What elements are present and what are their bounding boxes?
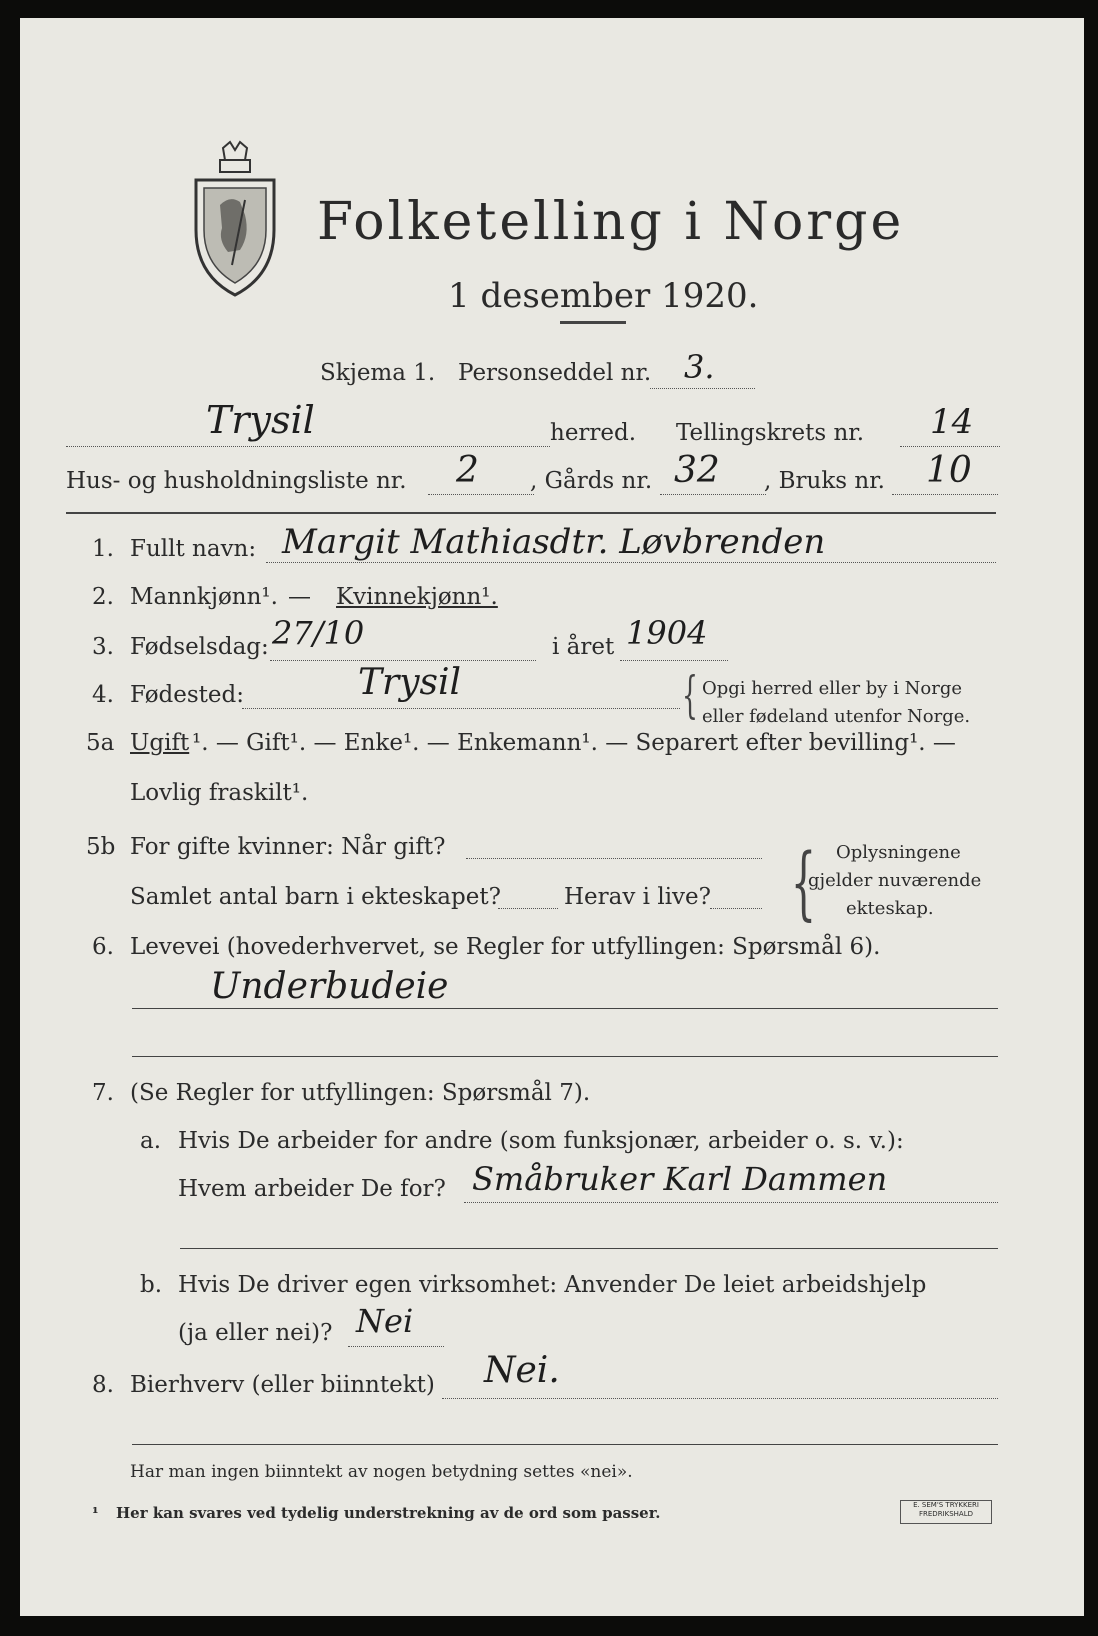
q1-label: Fullt navn: [130,536,257,562]
q2-separator: — [288,584,311,610]
q1-line [266,562,996,563]
q5b-line1: For gifte kvinner: Når gift? [130,834,446,860]
q4-birthplace-value: Trysil [358,662,462,703]
q7a-letter: a. [140,1128,162,1154]
q8-label: Bierhverv (eller biinntekt) [130,1372,435,1398]
q5a-number: 5a [86,730,115,756]
form-title: Folketelling i Norge [317,192,905,252]
q6-line2 [132,1056,998,1057]
q4-note-line2: eller fødeland utenfor Norge. [702,706,971,727]
gards-label: , Gårds nr. [530,468,653,494]
personseddel-label: Personseddel nr. [458,360,652,386]
q5b-children-line [498,908,558,909]
q1-number: 1. [92,536,114,562]
gards-value: 32 [674,450,720,491]
norway-coat-of-arms-icon [190,140,280,300]
bruks-line [892,494,998,495]
q6-line1 [132,1008,998,1009]
herred-line [66,446,550,447]
q3-line [270,660,536,661]
q7b-line1: Hvis De driver egen virksomhet: Anvender De leiet arbeidshjelp [178,1272,927,1298]
bruks-label: , Bruks nr. [764,468,885,494]
q7a-line2: Hvem arbeider De for? [178,1176,446,1202]
tellingskrets-label: Tellingskrets nr. [676,420,865,446]
q4-line [242,708,680,709]
q5b-married-line [466,858,762,859]
biinntekt-note: Har man ingen biinntekt av nogen betydning settes «nei». [130,1462,633,1482]
q5b-line2-children: Samlet antal barn i ekteskapet? [130,884,501,910]
footnote-mark: ¹ [92,1504,99,1522]
printer-stamp: E. SEM'S TRYKKERI FREDRIKSHALD [900,1500,992,1524]
q3-year-label: i året [552,634,615,660]
q5a-other-options: ¹. — Gift¹. — Enke¹. — Enkemann¹. — Separert efter bevilling¹. — [192,730,956,756]
header-divider [66,512,996,514]
q2-male-option: Mannkjønn¹. [130,584,278,610]
q3-year-value: 1904 [626,614,708,652]
q7-number: 7. [92,1080,114,1106]
q3-birthday-value: 27/10 [272,614,365,652]
q5a-line2: Lovlig fraskilt¹. [130,780,309,806]
q4-number: 4. [92,682,114,708]
q3-label: Fødselsdag: [130,634,269,660]
q8-line [442,1398,998,1399]
hus-line [428,494,534,495]
q5b-number: 5b [86,834,116,860]
q6-number: 6. [92,934,114,960]
q7a-employer-value: Småbruker Karl Dammen [472,1160,888,1198]
bruks-value: 10 [926,450,972,491]
q7a-line1: Hvis De arbeider for andre (som funksjonær, arbeider o. s. v.): [178,1128,904,1154]
q8-extra-line [132,1444,998,1445]
personseddel-value: 3. [684,348,715,386]
q5a-ugift-option: Ugift [130,730,190,756]
q2-female-option: Kvinnekjønn¹. [336,584,498,610]
q5b-note-line1: Oplysningene [836,842,961,863]
q5b-note-line2: gjelder nuværende [808,870,982,891]
herred-label: herred. [550,420,637,446]
q1-fullname-value: Margit Mathiasdtr. Løvbrenden [282,522,826,562]
skjema-label: Skjema 1. [320,360,436,386]
q5b-line2-alive: Herav i live? [564,884,711,910]
hus-label: Hus- og husholdningsliste nr. [66,468,407,494]
q5b-note-line3: ekteskap. [846,898,934,919]
q3-year-line [620,660,728,661]
q7b-letter: b. [140,1272,163,1298]
q6-occupation-value: Underbudeie [210,966,449,1007]
herred-value: Trysil [206,398,315,442]
personseddel-line [650,388,755,389]
q7b-answer-value: Nei [356,1302,414,1340]
tellingskrets-line [900,446,1000,447]
q7a-employer-line [464,1202,998,1203]
hus-value: 2 [456,450,479,491]
tellingskrets-value: 14 [930,402,974,442]
q5b-alive-line [710,908,762,909]
footnote-text: Her kan svares ved tydelig understrekning av de ord som passer. [116,1504,661,1522]
census-form-sheet [20,18,1084,1616]
q7a-extra-line [180,1248,998,1249]
q2-number: 2. [92,584,114,610]
q7b-line2: (ja eller nei)? [178,1320,333,1346]
q3-number: 3. [92,634,114,660]
q7-label: (Se Regler for utfyllingen: Spørsmål 7). [130,1080,591,1106]
q6-label: Levevei (hovederhvervet, se Regler for utfyllingen: Spørsmål 6). [130,934,881,960]
form-date: 1 desember 1920. [448,276,759,316]
title-divider [560,321,626,324]
q8-number: 8. [92,1372,114,1398]
q5b-brace: { [790,836,817,929]
gards-line [660,494,766,495]
q8-value: Nei. [484,1350,560,1391]
q7b-answer-line [348,1346,444,1347]
q4-label: Fødested: [130,682,245,708]
q4-note-line1: Opgi herred eller by i Norge [702,678,963,699]
q4-brace: { [681,666,698,724]
